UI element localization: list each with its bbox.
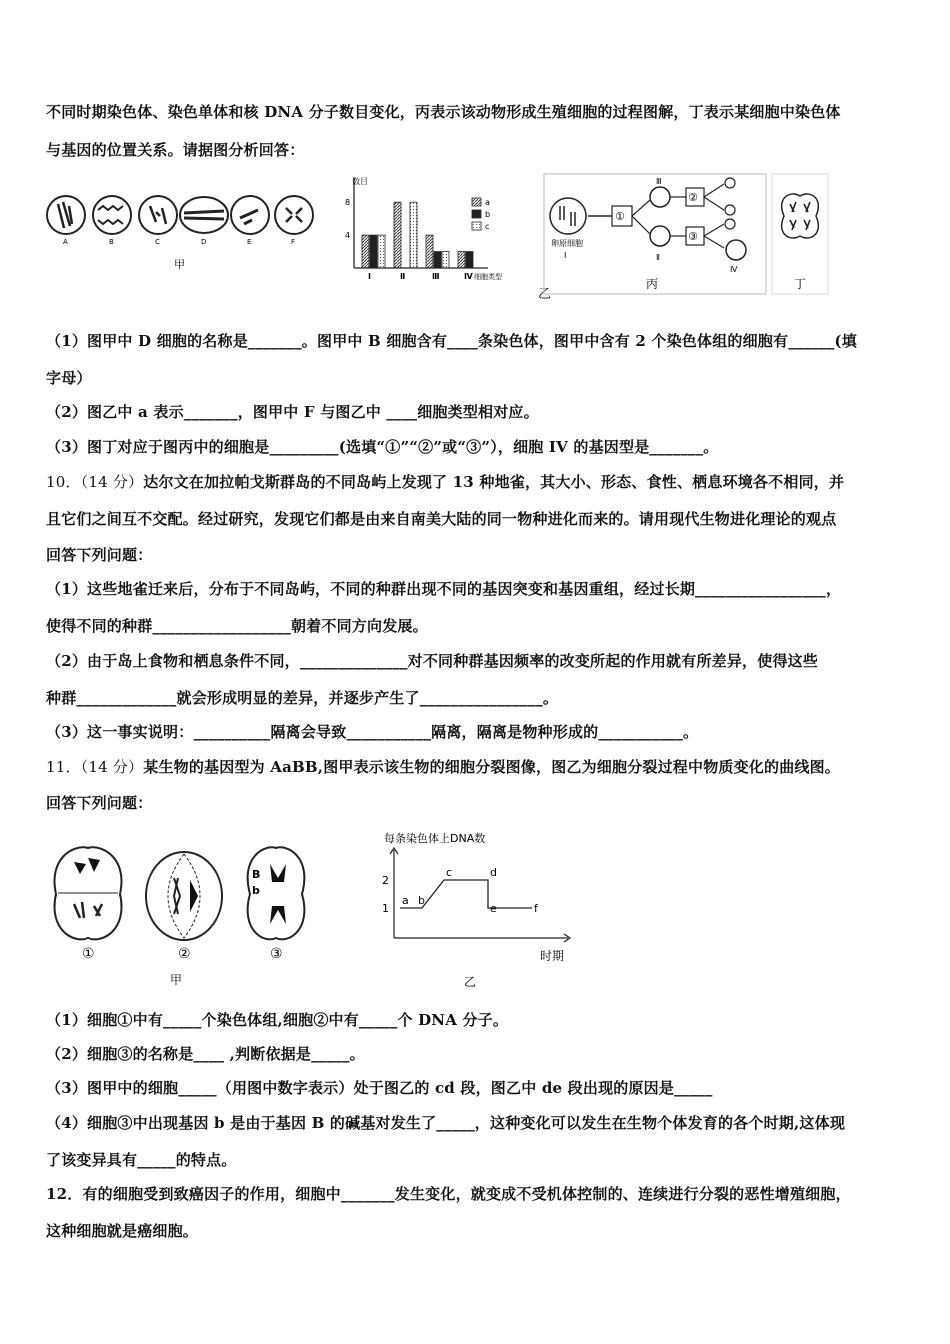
line-ytick-label: 1 <box>382 902 389 915</box>
line-fig-label: 乙 <box>464 975 477 989</box>
cell-F-label: F <box>291 238 296 246</box>
cell-B <box>93 196 131 246</box>
line-xlabel: 时期 <box>540 949 565 963</box>
fig2-cell-2-num: ② <box>178 946 191 962</box>
cell-C-label: C <box>155 238 160 246</box>
q10-part2-line2: 种群_____________就会形成明显的差异，并逐步产生了________________。 <box>46 689 559 707</box>
q11-text1: 某生物的基因型为 AaBB,图甲表示该生物的细胞分裂图像，图乙为细胞分裂过程中物质变化的曲线图。 <box>143 758 841 776</box>
intro-line-2: 与基因的位置关系。请据图分析回答： <box>46 141 305 159</box>
bar-category-label: Ⅲ <box>432 272 440 281</box>
fig-ding-label: 丁 <box>794 277 807 291</box>
cell-F <box>275 196 313 246</box>
bar-title: 数目 <box>352 177 368 186</box>
bing-roman-I: Ⅰ <box>564 251 567 260</box>
q11-line2: 回答下列问题： <box>46 794 153 812</box>
q9-part3: （3）图丁对应于图丙中的细胞是_________(选填“①”“②”或“③”），细胞 IV 的基因型是_______。 <box>46 438 719 456</box>
bar-legend-swatch <box>472 222 481 230</box>
q9-part2: （2）图乙中 a 表示_______，图甲中 F 与图乙中 ____细胞类型相对应。 <box>46 403 539 421</box>
bing-step-2: ② <box>688 191 698 204</box>
fig2-jia-label: 甲 <box>170 973 183 987</box>
bar-ytick-label: 8 <box>345 198 351 208</box>
bar-a-2 <box>426 235 433 268</box>
fig-yi-label: 乙 <box>538 287 552 302</box>
bar-a-3 <box>458 252 465 268</box>
fig2-cell-3-gene-B: B <box>252 868 261 881</box>
q10-part1-line1: （1）这些地雀迁来后，分布于不同岛屿，不同的种群出现不同的基因突变和基因重组，经过长期_________________， <box>46 580 842 598</box>
q10-line3: 回答下列问题： <box>46 546 153 564</box>
line-point-label-d: d <box>490 866 497 879</box>
bing-roman-IV: Ⅳ <box>730 265 738 274</box>
q11-part2: （2）细胞③的名称是____ ,判断依据是_____。 <box>46 1045 365 1063</box>
cell-A-label: A <box>63 238 68 246</box>
line-point-label-c: c <box>446 866 453 879</box>
fig-bing-label: 丙 <box>646 277 659 291</box>
fig2-cell-1 <box>55 847 122 962</box>
fig2-cell-3-gene-b: b <box>252 884 260 897</box>
q11-head: 11．（14 分） <box>46 758 144 776</box>
bar-legend-label: c <box>485 222 490 231</box>
bar-b-0 <box>370 235 377 268</box>
fig-jia-label: 甲 <box>174 258 185 271</box>
q11-part4-line1: （4）细胞③中出现基因 b 是由于基因 B 的碱基对发生了_____，这种变化可以发生在生物个体发育的各个时期,这体现 <box>46 1114 846 1132</box>
bar-b-3 <box>466 252 473 268</box>
q12-line1: 12．有的细胞受到致癌因子的作用，细胞中_______发生变化，就变成不受机体控制的、连续进行分裂的恶性增殖细胞， <box>46 1185 851 1203</box>
cell-B-label: B <box>109 238 114 246</box>
fig2-jia-cells <box>44 838 324 988</box>
bing-step-1: ① <box>615 210 625 223</box>
bar-xlabel: 细胞类型 <box>474 273 502 281</box>
fig2-cell-3 <box>248 847 305 962</box>
q9-part1-line1: （1）图甲中 D 细胞的名称是_______。图甲中 B 细胞含有____条染色体，图甲中含有 2 个染色体组的细胞有______(填 <box>46 332 857 350</box>
bar-b-2 <box>434 252 441 268</box>
q10-line2: 且它们之间互不交配。经过研究，发现它们都是由来自南美大陆的同一物种进化而来的。请用现代生物进化理论的观点 <box>46 510 837 528</box>
q11-part4-line2: 了该变异具有_____的特点。 <box>46 1151 237 1169</box>
intro-line-1: 不同时期染色体、染色单体和核 DNA 分子数目变化，丙表示该动物形成生殖细胞的过程图解，丁表示某细胞中染色体 <box>46 103 841 121</box>
bing-step-3: ③ <box>688 230 698 243</box>
bar-legend-swatch <box>472 210 481 218</box>
bar-legend-swatch <box>472 198 481 206</box>
line-point-label-b: b <box>418 894 425 907</box>
fig2-cell-1-num: ① <box>82 946 95 962</box>
q9-part1-line2: 字母） <box>46 369 92 387</box>
bing-roman-II: Ⅱ <box>656 253 660 262</box>
bar-a-1 <box>394 202 401 268</box>
bing-roman-III: Ⅲ <box>656 177 662 186</box>
line-point-label-f: f <box>534 902 538 915</box>
fig2-cell-2 <box>146 852 222 962</box>
cell-D <box>180 197 228 246</box>
bing-cell-I-label: 卵原细胞 <box>551 239 583 248</box>
bar-legend-label: b <box>485 210 491 219</box>
fig2-cell-3-num: ③ <box>270 946 283 962</box>
q10-line1 <box>46 472 844 492</box>
q12-line2: 这种细胞就是癌细胞。 <box>46 1222 199 1240</box>
ding-cell <box>772 174 828 294</box>
q11-part3: （3）图甲中的细胞_____（用图中数字表示）处于图乙的 cd 段，图乙中 de 段出现的原因是_____ <box>46 1079 713 1097</box>
q10-head: 10．（14 分） <box>46 473 144 491</box>
fig-bing-ding <box>540 172 830 298</box>
q11-part1: （1）细胞①中有_____个染色体组,细胞②中有_____个 DNA 分子。 <box>46 1011 509 1029</box>
cell-D-label: D <box>201 238 207 246</box>
line-title: 每条染色体上DNA数 <box>384 832 486 845</box>
bar-ytick-label: 4 <box>345 231 351 241</box>
line-point-label-a: a <box>402 894 409 907</box>
q10-part2-line1: （2）由于岛上食物和栖息条件不同，______________对不同种群基因频率的改变所起的作用就有所差异，使得这些 <box>46 652 819 670</box>
cell-E <box>231 196 269 246</box>
bar-legend-label: a <box>485 198 490 207</box>
bar-category-label: Ⅳ <box>464 272 473 281</box>
line-point-label-e: e <box>490 902 497 915</box>
bar-category-label: Ⅱ <box>400 272 406 281</box>
bar-c-2 <box>442 252 449 268</box>
q11-line1 <box>46 757 840 777</box>
fig-yi-bar-chart <box>340 172 505 296</box>
fig-jia-cells <box>44 188 314 278</box>
bar-c-1 <box>410 202 417 268</box>
bing-cell-I <box>550 198 586 260</box>
bar-category-label: Ⅰ <box>368 272 371 281</box>
fig2-yi-line-chart <box>360 826 580 990</box>
q10-part3: （3）这一事实说明：__________隔离会导致___________隔离，隔离是物种形成的___________。 <box>46 723 699 741</box>
line-ytick-label: 2 <box>382 874 389 887</box>
cell-E-label: E <box>247 238 252 246</box>
q10-text1: 达尔文在加拉帕戈斯群岛的不同岛屿上发现了 13 种地雀，其大小、形态、食性、栖息环境各不相同，并 <box>143 473 845 491</box>
cell-A <box>47 196 85 246</box>
cell-C <box>139 196 177 246</box>
q10-part1-line2: 使得不同的种群__________________朝着不同方向发展。 <box>46 617 428 635</box>
bar-c-0 <box>378 235 385 268</box>
bar-a-0 <box>362 235 369 268</box>
